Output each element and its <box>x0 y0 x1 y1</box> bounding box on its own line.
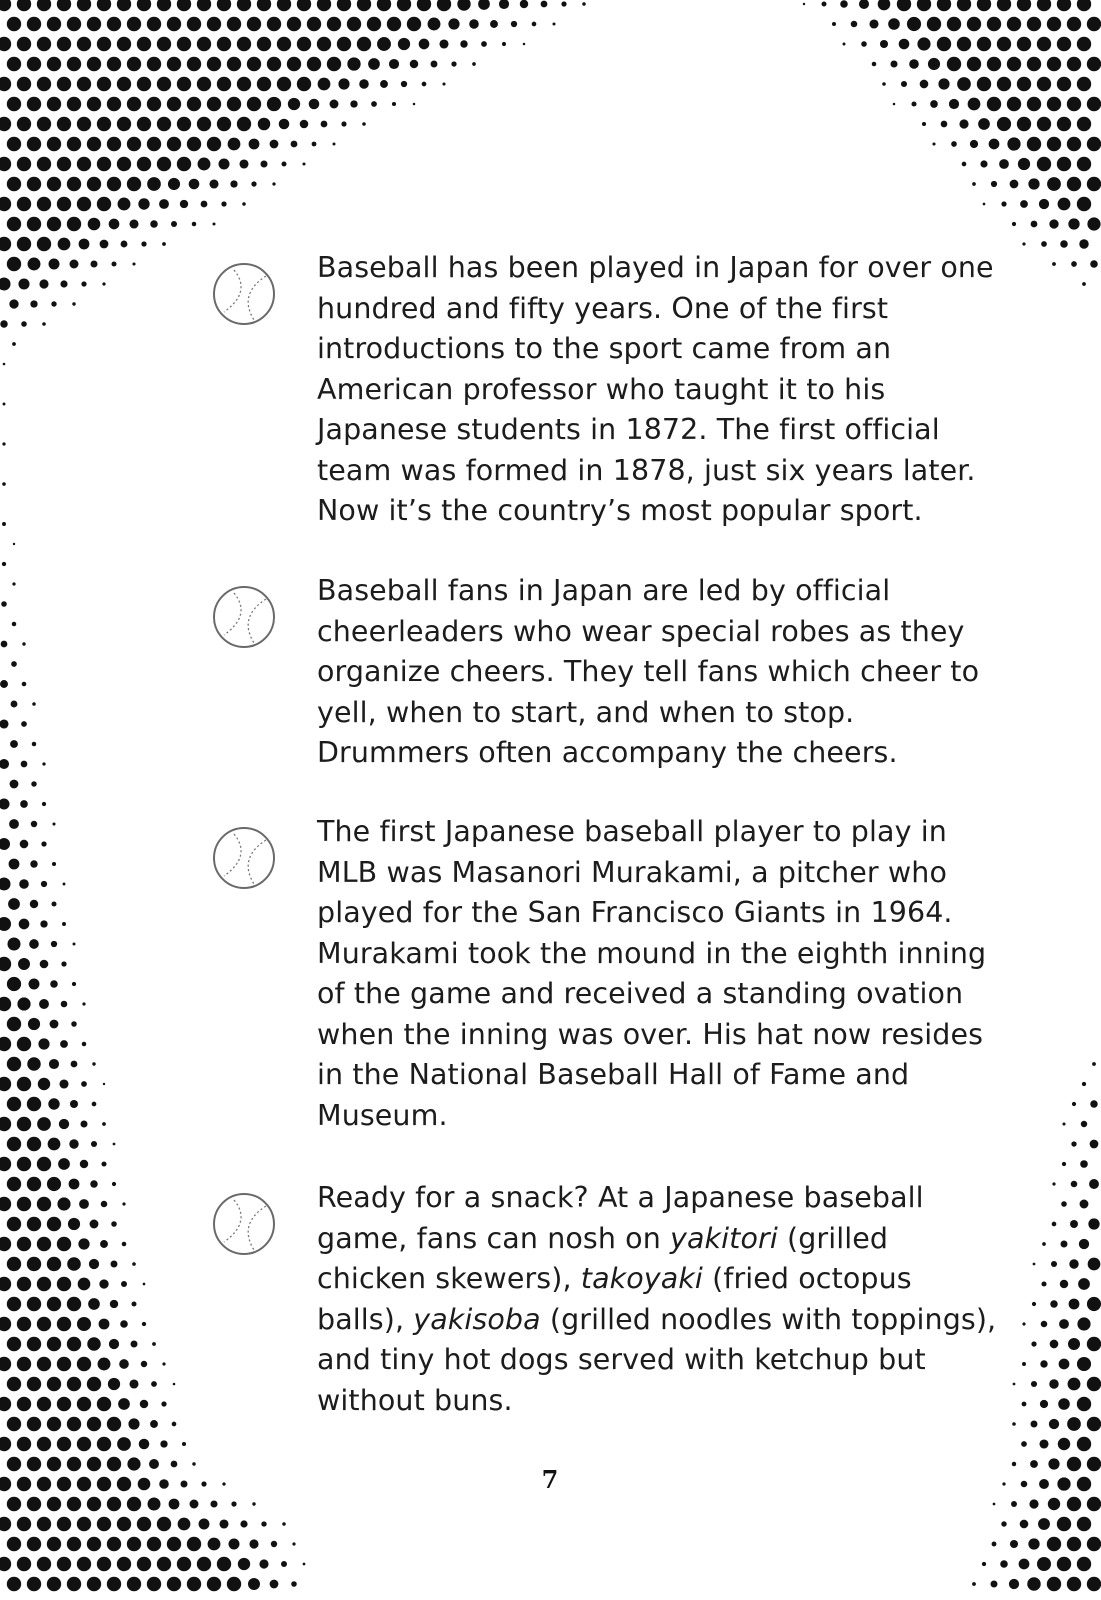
fact-text: Ready for a snack? At a Japanese baseball game, fans can nosh on yakitori (grilled chicken skewers), takoyaki (fried octopus balls), yakisoba (grilled noodles with toppings), and tiny hot dogs served with ketchup but without buns. <box>317 1181 997 1417</box>
baseball-icon <box>212 1192 276 1256</box>
food-term: yakisoba <box>413 1302 541 1336</box>
food-term: takoyaki <box>580 1262 703 1295</box>
fact-text: The first Japanese baseball player to play in MLB was Masanori Murakami, a pitcher who played for the San Francisco Giants in 1964. Murakami took the mound in the eighth inning of the game and received a standing ovation when the inning was over. His hat now resides in the National Baseball Hall of Fame and Museum. <box>317 815 987 1132</box>
food-term: yakitori <box>670 1221 778 1255</box>
baseball-icon <box>212 262 276 326</box>
baseball-icon <box>212 585 276 649</box>
baseball-icon <box>212 826 276 890</box>
page-number: 7 <box>541 1465 559 1494</box>
fact-text: Baseball has been played in Japan for over one hundred and fifty years. One of the first introductions to the sport came from an American professor who taught it to his Japanese students in 1872. The first official team was formed in 1878, just six years later. Now it’s the country’s most popular sport. <box>317 251 994 527</box>
fact-text: Baseball fans in Japan are led by official cheerleaders who wear special robes as they organize cheers. They tell fans which cheer to yell, when to start, and when to stop. Drummers often accompany the cheers. <box>317 574 980 769</box>
